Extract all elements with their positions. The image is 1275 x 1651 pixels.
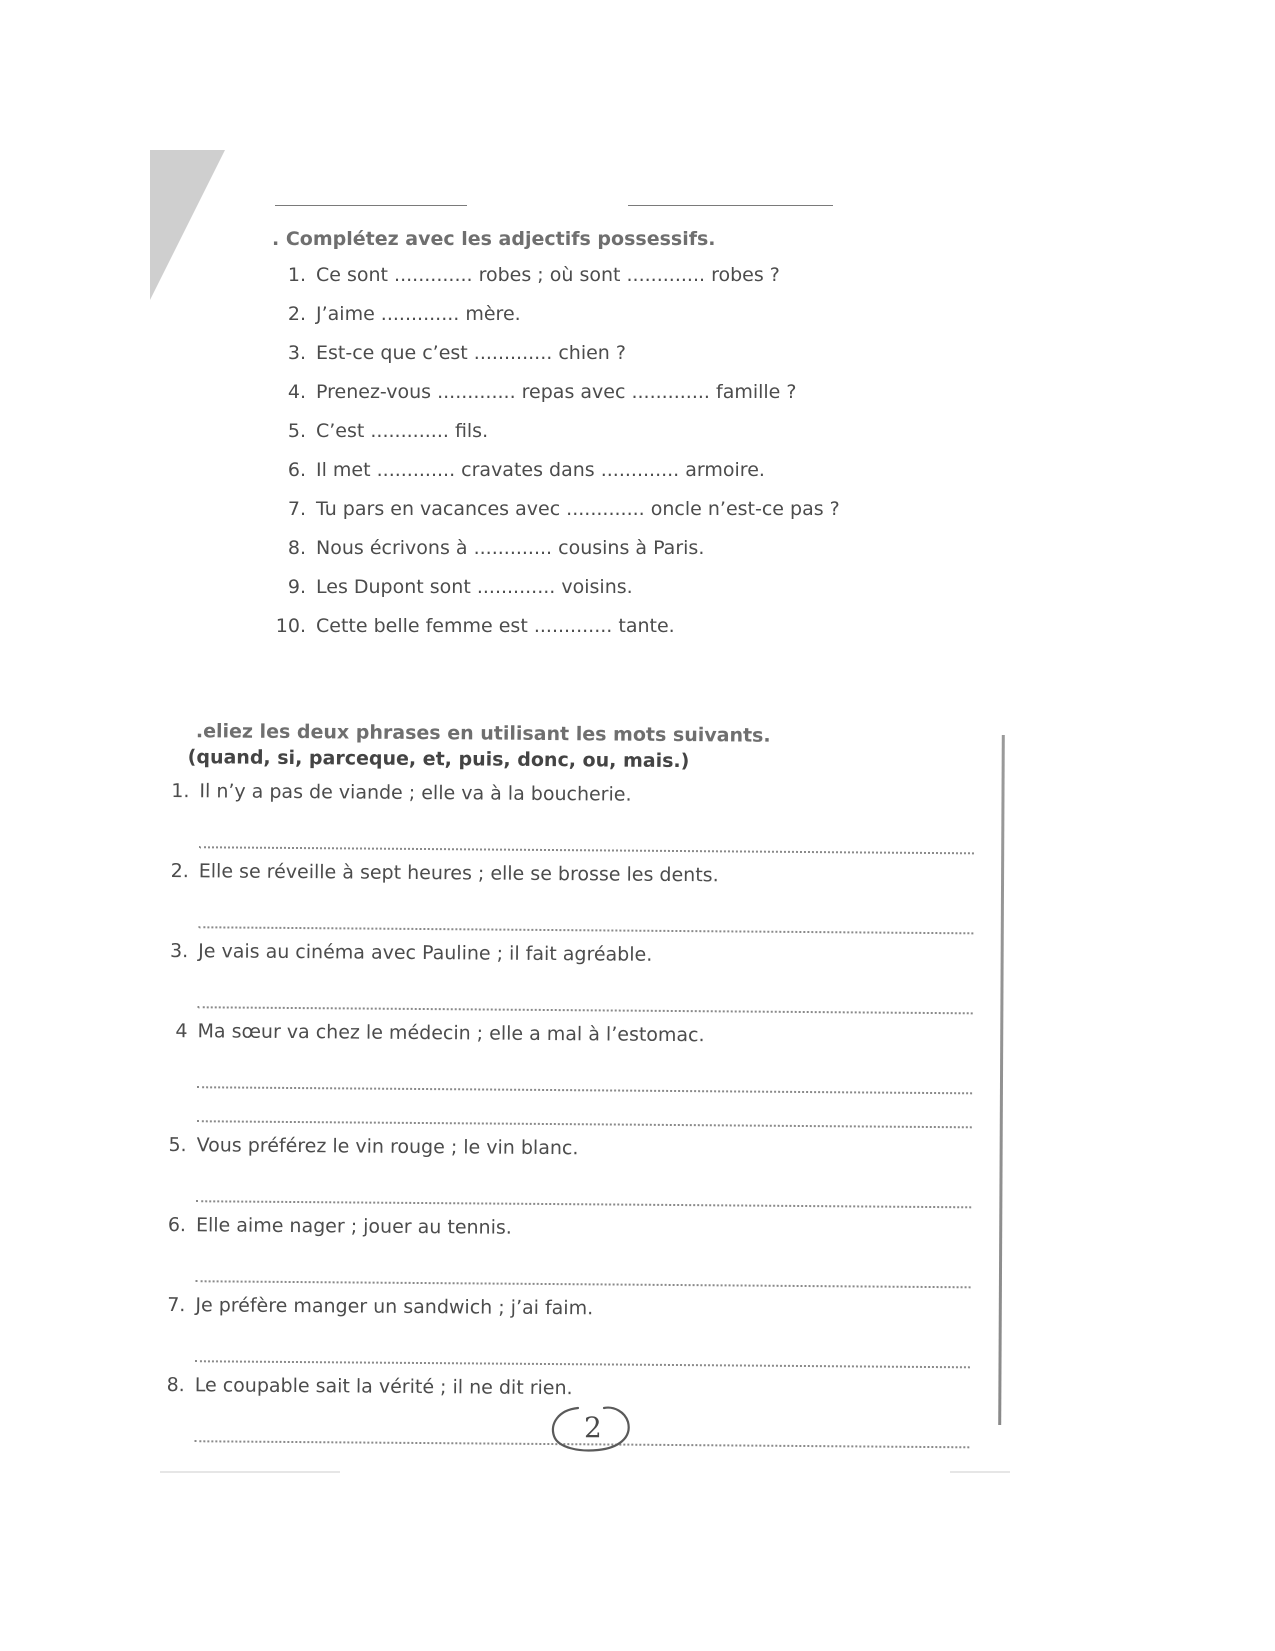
- page-number: [548, 1402, 634, 1454]
- item-text: Ce sont ............. robes ; où sont ............. robes ?: [316, 264, 780, 286]
- exercise1-item: [272, 576, 972, 615]
- answer-line[interactable]: [196, 1242, 971, 1288]
- scan-smudge: [160, 1471, 340, 1473]
- exercise1-item: [272, 342, 972, 381]
- item-text: Les Dupont sont ............. voisins.: [316, 576, 633, 598]
- answer-line[interactable]: [196, 1162, 971, 1208]
- exercise1-list: [272, 264, 972, 654]
- answer-line[interactable]: [198, 888, 973, 934]
- answer-line[interactable]: [198, 968, 973, 1014]
- page-number-text: 2: [584, 1411, 602, 1444]
- exercise-link-sentences: [162, 720, 1008, 1449]
- item-text: Prenez-vous ............. repas avec ............. famille ?: [316, 381, 797, 403]
- item-text: Je préfère manger un sandwich ; j’ai faim.: [195, 1294, 594, 1320]
- exercise1-item: [272, 303, 972, 342]
- exercise1-item: [272, 615, 972, 654]
- exercise1-item: [272, 264, 972, 303]
- exercise1-item: [272, 498, 972, 537]
- exercise1-instruction: . Complétez avec les adjectifs possessifs.: [272, 228, 716, 250]
- item-number: 6.: [287, 459, 306, 481]
- exercise2-item: [165, 1020, 1006, 1141]
- item-number: 3.: [287, 342, 306, 364]
- item-number: 6.: [167, 1214, 187, 1237]
- item-text: Tu pars en vacances avec ............. oncle n’est-ce pas ?: [316, 498, 840, 520]
- item-number: 8.: [287, 537, 306, 559]
- item-number: 5.: [287, 420, 306, 442]
- answer-line[interactable]: [197, 1048, 972, 1094]
- exercise2-wordlist: (quand, si, parceque, et, puis, donc, ou, mais.): [187, 746, 690, 773]
- exercise2-item: [166, 940, 1007, 1027]
- item-number: 8.: [166, 1374, 185, 1397]
- item-text: Elle aime nager ; jouer au tennis.: [195, 1214, 512, 1239]
- exercise2-item: [164, 1134, 1005, 1221]
- item-text: J’aime ............. mère.: [316, 303, 521, 325]
- item-text: Nous écrivons à ............. cousins à Paris.: [316, 537, 705, 559]
- item-text: Cette belle femme est ............. tante.: [316, 615, 675, 637]
- item-number: 10.: [275, 615, 306, 637]
- item-text: Le coupable sait la vérité ; il ne dit rien.: [194, 1374, 573, 1400]
- exercise1-item: [272, 537, 972, 576]
- exercise2-item: [167, 780, 1008, 867]
- circled-page-number-icon: [548, 1402, 634, 1454]
- exercise1-item: [272, 420, 972, 459]
- item-number: 4.: [287, 381, 306, 403]
- exercise2-item: [163, 1294, 1004, 1381]
- exercise2-item: [163, 1214, 1004, 1301]
- exercise2-item: [166, 860, 1007, 947]
- date-line: [628, 205, 833, 206]
- scan-smudge: [950, 1471, 1010, 1473]
- exercise-possessive-adjectives: [272, 228, 972, 654]
- answer-line[interactable]: [199, 808, 974, 854]
- item-number: 4: [175, 1020, 188, 1043]
- answer-line[interactable]: [195, 1322, 970, 1368]
- scan-corner-shadow: [150, 150, 225, 300]
- item-number: 9.: [287, 576, 306, 598]
- item-number: 1.: [287, 264, 306, 286]
- item-number: 2.: [287, 303, 306, 325]
- item-number: 1.: [171, 780, 190, 803]
- item-text: Il n’y a pas de viande ; elle va à la boucherie.: [199, 780, 632, 806]
- item-number: 7.: [287, 498, 306, 520]
- exercise1-item: [272, 381, 972, 420]
- item-number: 2.: [170, 860, 189, 883]
- exercise2-instruction: .eliez les deux phrases en utilisant les mots suivants.: [195, 720, 771, 747]
- item-number: 3.: [169, 940, 189, 963]
- item-text: Est-ce que c’est ............. chien ?: [316, 342, 626, 364]
- item-text: Il met ............. cravates dans ............. armoire.: [316, 459, 765, 481]
- exercise1-item: [272, 459, 972, 498]
- item-text: Vous préférez le vin rouge ; le vin blanc.: [196, 1134, 579, 1160]
- name-line: [275, 205, 467, 206]
- item-text: C’est ............. fils.: [316, 420, 489, 442]
- item-text: Je vais au cinéma avec Pauline ; il fait agréable.: [198, 940, 653, 966]
- item-number: 5.: [168, 1134, 187, 1157]
- item-text: Ma sœur va chez le médecin ; elle a mal à l’estomac.: [197, 1020, 705, 1047]
- item-number: 7.: [167, 1294, 186, 1317]
- item-text: Elle se réveille à sept heures ; elle se brosse les dents.: [198, 860, 719, 887]
